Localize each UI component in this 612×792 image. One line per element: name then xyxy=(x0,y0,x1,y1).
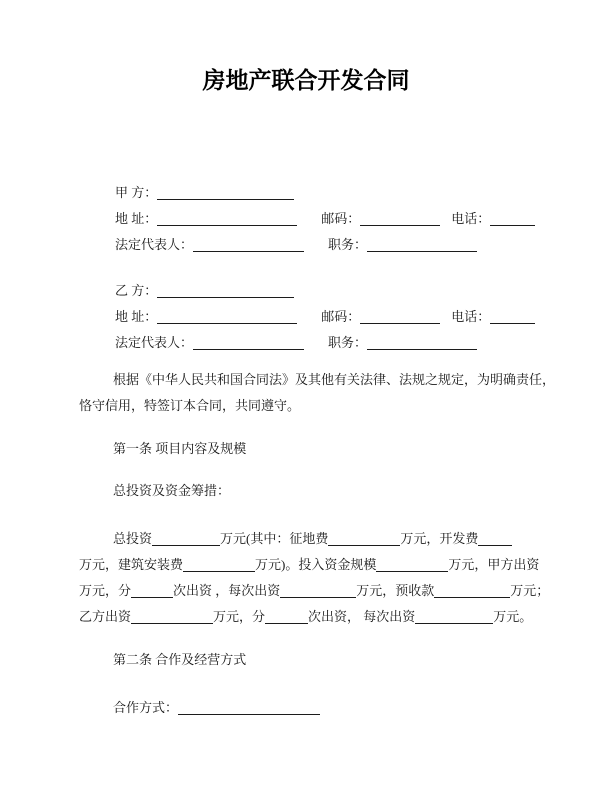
party-b-name-row xyxy=(115,278,294,304)
capital-scale-blank xyxy=(376,556,448,572)
party-b-address-row xyxy=(115,304,535,330)
investment-line-3 xyxy=(79,578,549,604)
cooperation-method-row xyxy=(113,695,320,721)
party-a-rep-blank xyxy=(193,236,304,252)
section-2-heading: 第二条 合作及经营方式 xyxy=(113,652,247,667)
party-a-address-label: 地 址： xyxy=(115,211,158,226)
party-a-rep-row xyxy=(115,232,477,258)
investment-text: 万元，甲方出资 xyxy=(448,557,540,572)
investment-text: 次出资， 每次出资 xyxy=(308,609,416,624)
party-a-zip-label: 邮码： xyxy=(321,211,361,226)
section-1-heading: 第一条 项目内容及规模 xyxy=(113,441,247,456)
party-b-rep-blank xyxy=(193,334,304,350)
total-investment-blank xyxy=(152,530,220,546)
preamble-line-1: 根据《中华人民共和国合同法》及其他有关法律、法规之规定，为明确责任， xyxy=(113,372,556,387)
party-b-duty-label: 职务： xyxy=(328,335,368,350)
party-a-name-row xyxy=(115,180,294,206)
investment-text: 万元，预收款 xyxy=(356,583,435,598)
party-b-rep-label: 法定代表人： xyxy=(115,335,194,350)
party-a-phone-blank xyxy=(490,210,535,226)
party-b-rep-row xyxy=(115,330,477,356)
preamble-line-2: 恪守信用，特签订本合同，共同遵守。 xyxy=(79,398,301,413)
cooperation-method-label: 合作方式： xyxy=(113,700,179,715)
party-a-address-row xyxy=(115,206,535,232)
party-a-zip-blank xyxy=(360,210,440,226)
contract-title: 房地产联合开发合同 xyxy=(202,68,410,93)
party-a-address-blank xyxy=(157,210,297,226)
investment-text: 万元，建筑安装费 xyxy=(79,557,184,572)
party-b-name-label: 乙 方： xyxy=(115,283,158,298)
party-b-address-blank xyxy=(157,308,297,324)
party-b-contribution-blank xyxy=(131,608,213,624)
party-b-name-blank xyxy=(157,282,294,298)
investment-text: 总投资 xyxy=(113,531,153,546)
investment-line-2 xyxy=(79,552,539,578)
party-a-duty-blank xyxy=(367,236,477,252)
party-b-address-label: 地 址： xyxy=(115,309,158,324)
construction-fee-blank xyxy=(183,556,255,572)
investment-text: 万元，开发费 xyxy=(400,531,479,546)
investment-text: 万元)。投入资金规模 xyxy=(255,557,377,572)
land-fee-blank xyxy=(328,530,400,546)
investment-text: 万元。 xyxy=(493,609,533,624)
party-b-per-payment-blank xyxy=(415,608,493,624)
party-b-zip-label: 邮码： xyxy=(321,309,361,324)
party-a-name-label: 甲 方： xyxy=(115,185,158,200)
party-b-phone-label: 电话： xyxy=(451,309,491,324)
section-1-subheading: 总投资及资金筹措： xyxy=(113,483,231,498)
party-a-phone-label: 电话： xyxy=(451,211,491,226)
investment-text: 次出资 ，每次出资 xyxy=(173,583,281,598)
party-b-zip-blank xyxy=(360,308,440,324)
investment-line-1 xyxy=(79,526,512,552)
party-a-installments-blank xyxy=(131,582,173,598)
advance-payment-blank xyxy=(434,582,510,598)
party-b-installments-blank xyxy=(265,608,308,624)
investment-line-4 xyxy=(79,604,532,630)
party-b-duty-blank xyxy=(367,334,477,350)
development-fee-blank xyxy=(478,530,512,546)
party-a-rep-label: 法定代表人： xyxy=(115,237,194,252)
investment-text: 万元，分 xyxy=(79,583,132,598)
investment-text: 乙方出资 xyxy=(79,609,132,624)
cooperation-method-blank xyxy=(178,699,320,715)
party-a-per-payment-blank xyxy=(280,582,356,598)
party-a-duty-label: 职务： xyxy=(328,237,368,252)
investment-text: 万元； xyxy=(510,583,550,598)
investment-text: 万元(其中：征地费 xyxy=(220,531,329,546)
investment-text: 万元，分 xyxy=(213,609,266,624)
party-a-name-blank xyxy=(157,184,294,200)
party-b-phone-blank xyxy=(490,308,535,324)
